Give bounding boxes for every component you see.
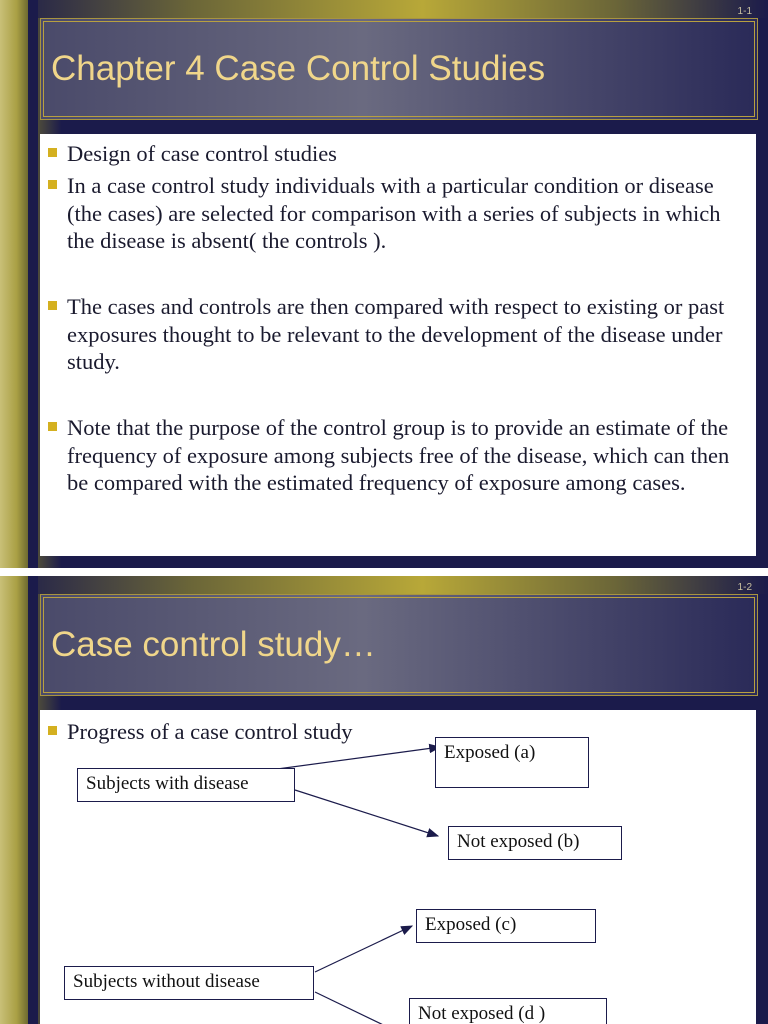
without-disease-label: Subjects without disease: [73, 971, 260, 992]
not-exposed-d-box: [409, 998, 607, 1024]
slide-content: [40, 134, 756, 556]
not-exposed-b-label: Not exposed (b): [457, 831, 580, 852]
bullet-square-icon: [48, 301, 57, 310]
arrow-to-not-exposed-b: [295, 790, 438, 836]
slide-left-stripe-dark: [28, 576, 38, 1024]
slide-number: 1-1: [737, 6, 752, 17]
exposed-c-label: Exposed (c): [425, 914, 517, 935]
slide-left-stripe: [0, 0, 28, 568]
bullet-item: [40, 172, 740, 255]
bullet-text: In a case control study individuals with a particular condition or disease (the cases) are selected for comparison with a series of subjects in which the disease is absent( the controls ).: [67, 173, 721, 253]
with-disease-label: Subjects with disease: [86, 773, 249, 794]
exposed-a-box: [435, 737, 589, 788]
bullet-square-icon: [48, 180, 57, 189]
not-exposed-d-label: Not exposed (d ): [418, 1003, 546, 1024]
bullet-square-icon: [48, 148, 57, 157]
bullet-item: [40, 140, 740, 168]
slide-title: Case control study…: [51, 625, 376, 664]
without-disease-box: [64, 966, 314, 1000]
arrow-to-exposed-c: [315, 926, 412, 972]
slide-gap: [0, 568, 768, 576]
title-box: [40, 18, 758, 120]
bullet-text: Design of case control studies: [67, 141, 337, 166]
slide-left-stripe-dark: [28, 0, 38, 568]
slide-left-stripe: [0, 576, 28, 1024]
slide-top-band: [0, 576, 768, 594]
bullet-item: [40, 293, 740, 376]
bullet-text: The cases and controls are then compared with respect to existing or past exposures thought to be relevant to the development of the disease under study.: [67, 294, 725, 374]
slide-content: [40, 710, 756, 1024]
bullet-square-icon: [48, 422, 57, 431]
bullet-item: [40, 414, 740, 497]
bullet-text: Progress of a case control study: [67, 719, 353, 744]
with-disease-box: [77, 768, 295, 802]
arrow-to-not-exposed-d: [315, 992, 402, 1024]
exposed-a-label: Exposed (a): [444, 742, 536, 763]
bullet-text: Note that the purpose of the control group is to provide an estimate of the frequency of exposure among subjects free of the disease, which can then be compared with the estimated frequency of exposure among cases.: [67, 415, 730, 495]
slide-top-band: [0, 0, 768, 18]
slide-title: Chapter 4 Case Control Studies: [51, 49, 546, 88]
slide-2: [0, 576, 768, 1024]
not-exposed-b-box: [448, 826, 622, 860]
exposed-c-box: [416, 909, 596, 943]
title-box: [40, 594, 758, 696]
slide-number: 1-2: [737, 582, 752, 593]
